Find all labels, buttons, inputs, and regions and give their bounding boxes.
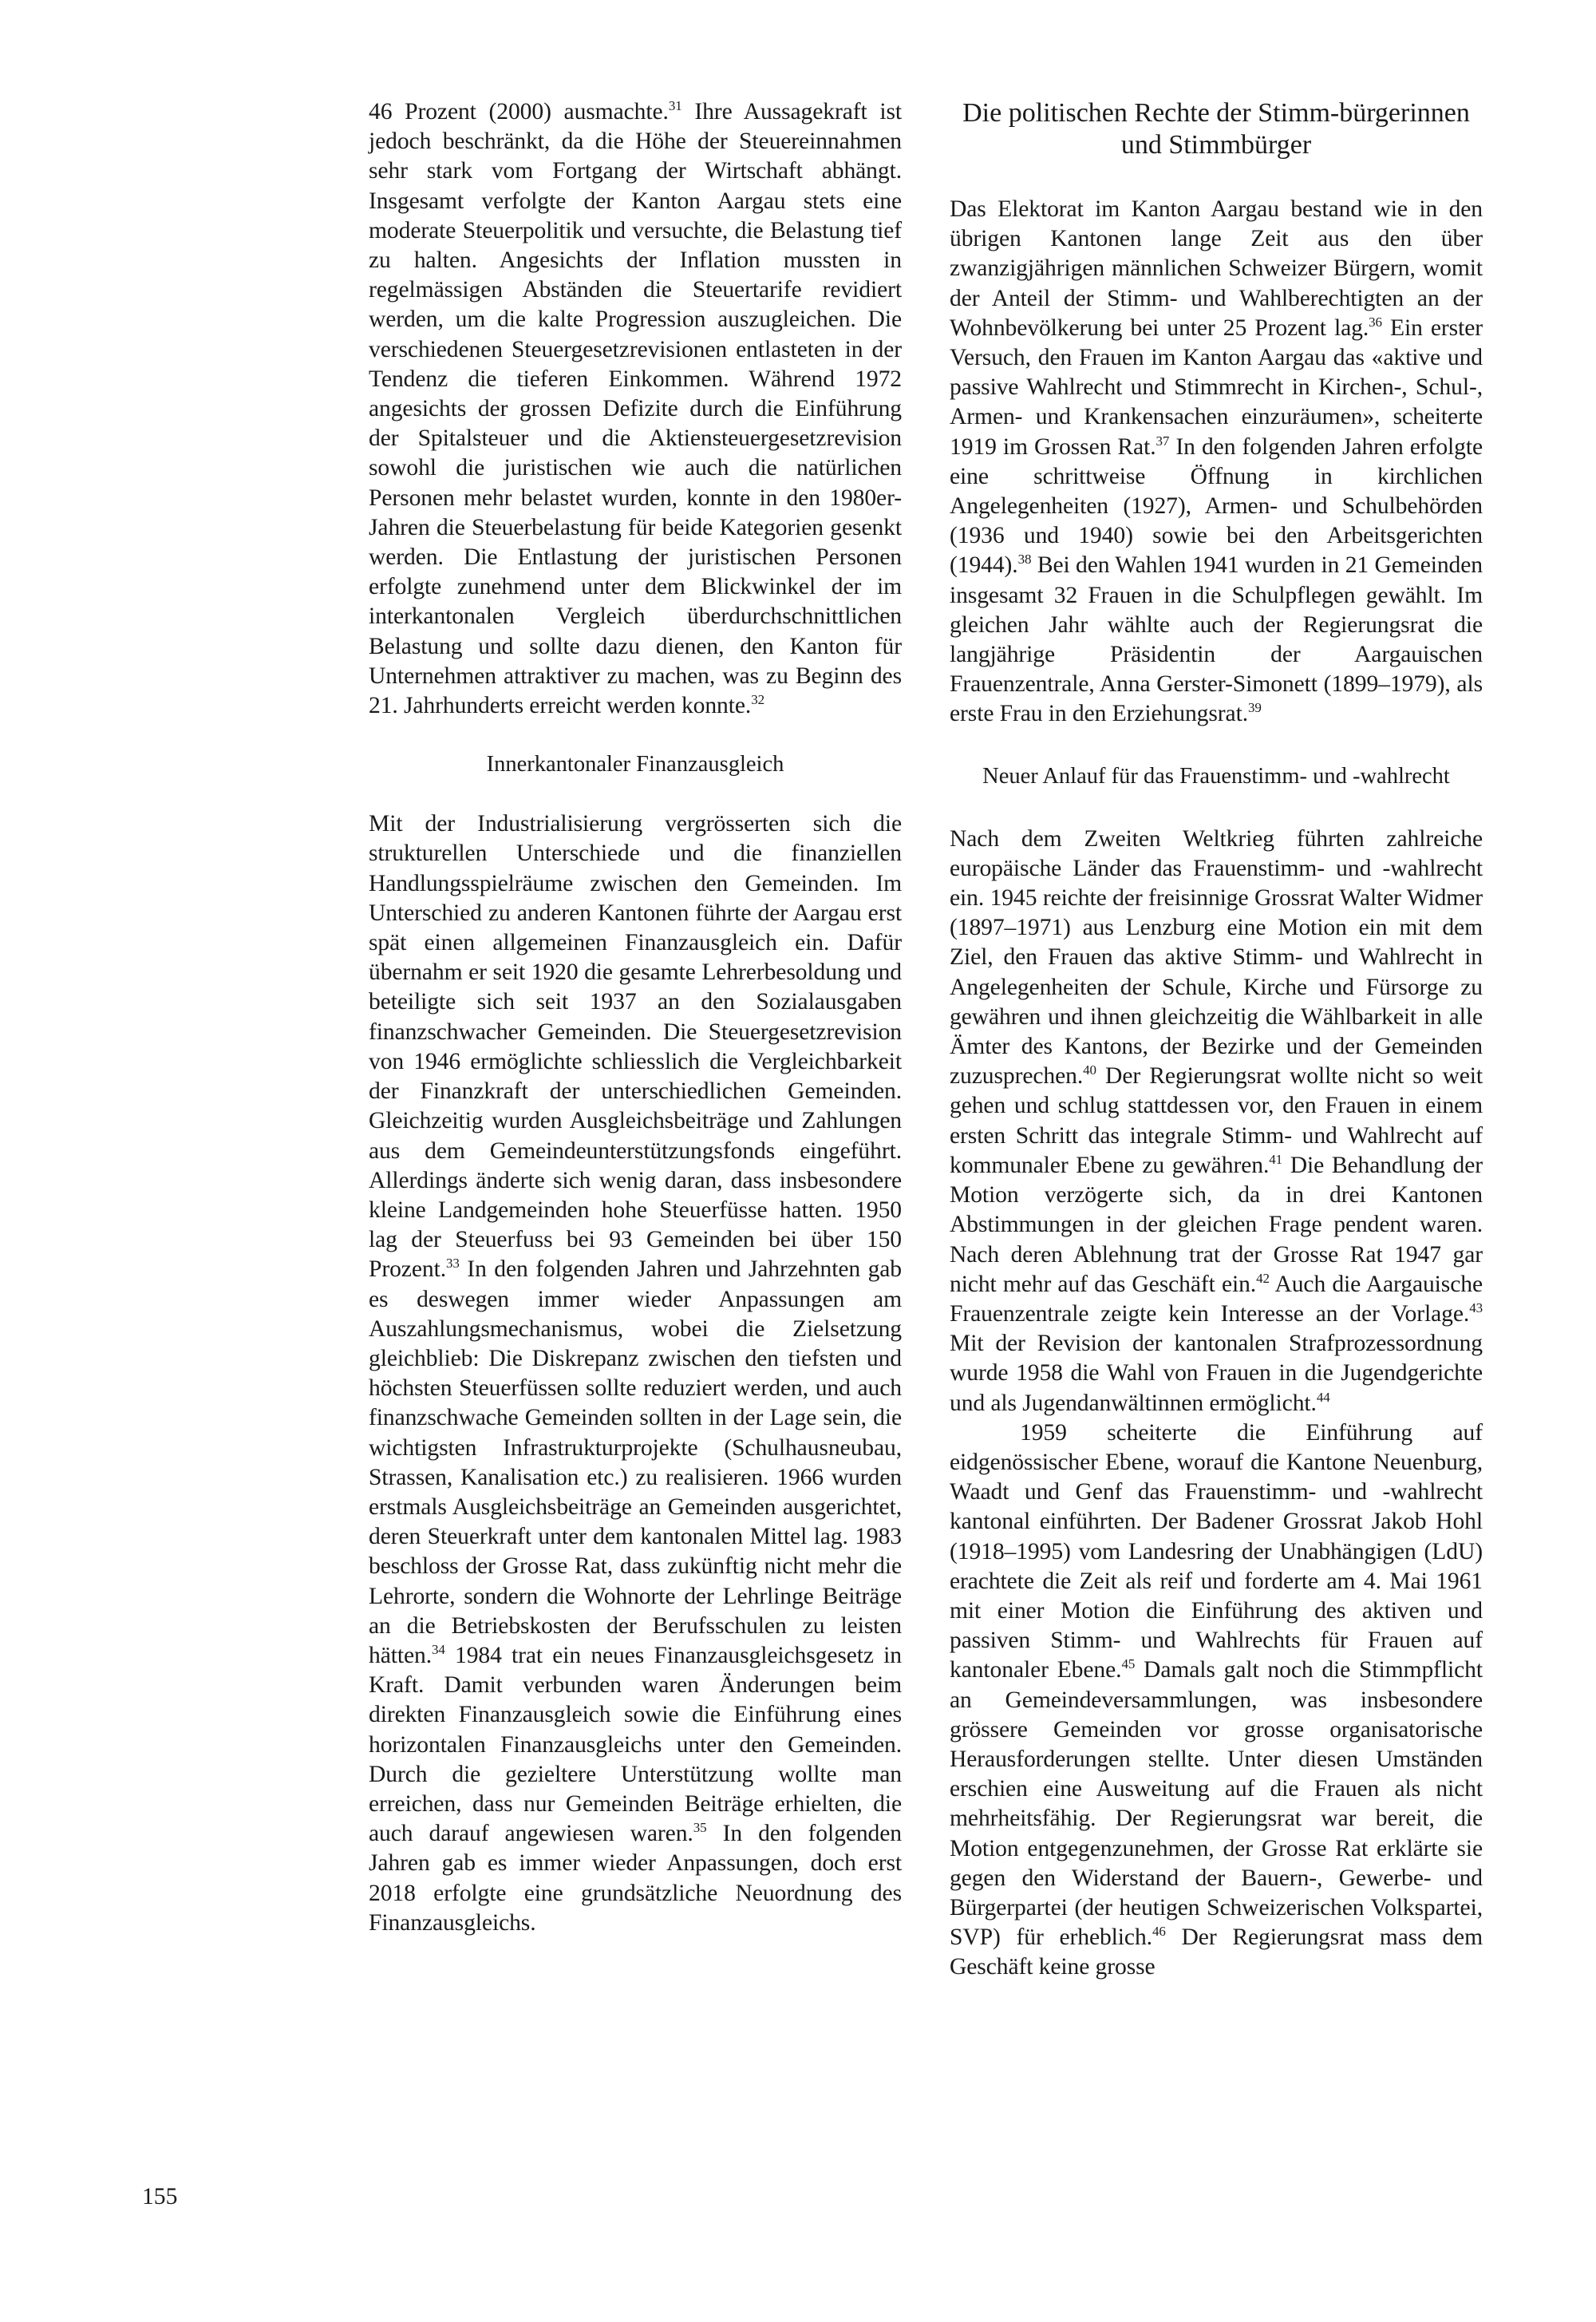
left-paragraph-2 <box>369 809 902 1938</box>
footnote-marker: 35 <box>693 1820 707 1836</box>
footnote-marker: 46 <box>1152 1924 1166 1940</box>
left-paragraph-1 <box>369 97 902 721</box>
text-run: In den folgenden Jahren gab es immer wieder Anpassungen, doch erst 2018 erfolgte eine grundsätzliche Neuordnung des Finanzausgleichs. <box>369 1821 902 1936</box>
footnote-marker: 31 <box>668 98 682 113</box>
chapter-heading-politische-rechte: Die politischen Rechte der Stimm-bürgerinnen und Stimmbürger <box>962 98 1470 160</box>
text-run: In den folgenden Jahren und Jahrzehnten gab es deswegen immer wieder Anpassungen am Auszahlungsmechanismus, wobei die Zielsetzung gleichblieb: Die Diskrepanz zwischen den tiefsten und höchsten Steuerfüssen sollte reduziert werden, und auch finanzschwache Gemeinden sollten in der Lage sein, die wichtigsten Infrastrukturprojekte (Schulhausneubau, Strassen, Kanalisation etc.) zu realisieren. 1966 wurden erstmals Ausgleichsbeiträge an Gemeinden ausgerichtet, deren Steuerkraft unter dem kantonalen Mittel lag. 1983 beschloss der Grosse Rat, dass zukünftig nicht mehr die Lehrorte, sondern die Wohnorte der Lehrlinge Beiträge an die Betriebskosten der Berufsschulen zu leisten hätten. <box>369 1256 902 1668</box>
footnote-marker: 32 <box>751 692 765 708</box>
footnote-marker: 40 <box>1083 1062 1096 1078</box>
footnote-marker: 39 <box>1248 700 1262 716</box>
section-heading-finanzausgleich: Innerkantonaler Finanzausgleich <box>486 752 784 777</box>
text-run: Mit der Industrialisierung vergrösserten sich die strukturellen Unterschiede und die finanziellen Handlungsspielräume zwischen den Gemeinden. Im Unterschied zu anderen Kantonen führte der Aargau erst spät einen allgemeinen Finanzausgleich ein. Dafür übernahm er seit 1920 die gesamte Lehrerbesoldung und beteiligte sich seit 1937 an den Sozialausgaben finanzschwacher Gemeinden. Die Steuergesetzrevision von 1946 ermöglichte schliesslich die Vergleichbarkeit der Finanzkraft der unterschiedlichen Gemeinden. Gleichzeitig wurden Ausgleichsbeiträge und Zahlungen aus dem Gemeindeunterstützungsfonds eingeführt. Allerdings änderte sich wenig daran, dass insbesondere kleine Landgemeinden hohe Steuerfüsse hatten. 1950 lag der Steuerfuss bei 93 Gemeinden bei über 150 Prozent. <box>369 811 902 1283</box>
text-run: 1984 trat ein neues Finanzausgleichsgesetz in Kraft. Damit verbunden waren Änderungen beim direkten Finanzausgleich sowie die Einführung eines horizontalen Finanzausgleichs unter den Gemeinden. Durch die gezieltere Unterstützung wollte man erreichen, dass nur Gemeinden Beiträge erhielten, die auch darauf angewiesen waren. <box>369 1642 902 1847</box>
text-run: Der Regierungsrat mass dem Geschäft keine grosse <box>950 1924 1483 1980</box>
section-heading-frauenstimmrecht: Neuer Anlauf für das Frauenstimm- und -wahlrecht <box>982 763 1450 789</box>
text-run: Bei den Wahlen 1941 wurden in 21 Gemeinden insgesamt 32 Frauen in die Schulpflegen gewählt. Im gleichen Jahr wählte auch der Regierungsrat die langjährige Präsidentin der Aargauischen Frauenzentrale, Anna Gerster-Simonett (1899–1979), als erste Frau in den Erziehungsrat. <box>950 552 1483 727</box>
footnote-marker: 38 <box>1017 552 1032 568</box>
right-paragraph-3 <box>950 1418 1483 1983</box>
footnote-marker: 37 <box>1156 433 1170 449</box>
footnote-marker: 36 <box>1369 314 1382 330</box>
footnote-marker: 43 <box>1469 1299 1483 1315</box>
footnote-marker: 42 <box>1256 1270 1270 1286</box>
text-run: Ihre Aussagekraft ist jedoch beschränkt, da die Höhe der Steuereinnahmen sehr stark vom Fortgang der Wirtschaft abhängt. Insgesamt verfolgte der Kanton Aargau stets eine moderate Steuerpolitik und versuchte, die Belastung tief zu halten. Angesichts der Inflation mussten in regelmässigen Abständen die Steuertarife revidiert werden, um die kalte Progression auszugleichen. Die verschiedenen Steuergesetzrevisionen entlasteten in der Tendenz die tieferen Einkommen. Während 1972 angesichts der grossen Defizite durch die Einführung der Spitalsteuer und die Aktiensteuergesetzrevision sowohl die juristischen wie auch die natürlichen Personen mehr belastet wurden, konnte in den 1980er-Jahren die Steuerbelastung für beide Kategorien gesenkt werden. Die Entlastung der juristischen Personen erfolgte zunehmend unter dem Blickwinkel der im interkantonalen Vergleich überdurchschnittlichen Belastung und sollte dazu dienen, den Kanton für Unternehmen attraktiver zu machen, was zu Beginn des 21. Jahrhunderts erreicht werden konnte. <box>369 99 902 719</box>
text-run: 1959 scheiterte die Einführung auf eidgenössischer Ebene, worauf die Kantone Neuenburg, Waadt und Genf das Frauenstimm- und -wahlrecht kantonal einführten. Der Badener Grossrat Jakob Hohl (1918–1995) vom Landesring der Unabhängigen (LdU) erachtete die Zeit als reif und forderte am 4. Mai 1961 mit einer Motion die Einführung des aktiven und passiven Stimm- und Wahlrechts für Frauen auf kantonaler Ebene. <box>950 1419 1483 1683</box>
text-run: Das Elektorat im Kanton Aargau bestand wie in den übrigen Kantonen lange Zeit aus den über zwanzigjährigen männlichen Schweizer Bürgern, womit der Anteil der Stimm- und Wahlberechtigten an der Wohnbevölkerung bei unter 25 Prozent lag. <box>950 196 1483 341</box>
page-number: 155 <box>142 2184 178 2209</box>
text-run: Nach dem Zweiten Weltkrieg führten zahlreiche europäische Länder das Frauenstimm- und -wahlrecht ein. 1945 reichte der freisinnige Grossrat Walter Widmer (1897–1971) aus Lenzburg eine Motion ein mit dem Ziel, den Frauen das aktive Stimm- und Wahlrecht in Angelegenheiten der Schule, Kirche und Fürsorge zu gewähren und ihnen gleichzeitig die Wählbarkeit in alle Ämter des Kantons, der Bezirke und der Gemeinden zuzusprechen. <box>950 825 1483 1090</box>
left-column <box>369 97 902 1938</box>
footnote-marker: 33 <box>446 1256 460 1272</box>
text-run: Die Behandlung der Motion verzögerte sich, da in drei Kantonen Abstimmungen in der gleichen Frage pendent waren. Nach deren Ablehnung trat der Grosse Rat 1947 gar nicht mehr auf das Geschäft ein. <box>950 1152 1483 1297</box>
footnote-marker: 34 <box>432 1641 445 1657</box>
text-run: Der Regierungsrat wollte nicht so weit gehen und schlug stattdessen vor, den Frauen in einem ersten Schritt das integrale Stimm- und Wahlrecht auf kommunaler Ebene zu gewähren. <box>950 1063 1483 1178</box>
text-run: In den folgenden Jahren erfolgte eine schrittweise Öffnung in kirchlichen Angelegenheiten (1927), Armen- und Schulbehörden (1936 und 1940) sowie bei den Arbeitsgerichten (1944). <box>950 433 1483 579</box>
footnote-marker: 45 <box>1121 1656 1136 1672</box>
text-run: Damals galt noch die Stimmpflicht an Gemeindeversammlungen, was insbesondere grössere Gemeinden vor grosse organisatorische Herausforderungen stellte. Unter diesen Umständen erschien eine Ausweitung auf die Frauen als nicht mehrheitsfähig. Der Regierungsrat war bereit, die Motion entgegenzunehmen, der Grosse Rat erklärte sie gegen den Widerstand der Bauern-, Gewerbe- und Bürgerpartei (der heutigen Schweizerischen Volkspartei, SVP) für erheblich. <box>950 1657 1483 1951</box>
text-run: Ein erster Versuch, den Frauen im Kanton Aargau das «aktive und passive Wahlrecht und Stimmrecht in Kirchen-, Schul-, Armen- und Krankensachen einzuräumen», scheiterte 1919 im Grossen Rat. <box>950 314 1483 460</box>
right-paragraph-2 <box>950 825 1483 1418</box>
footnote-marker: 44 <box>1316 1389 1330 1405</box>
footnote-marker: 41 <box>1269 1151 1283 1167</box>
text-run: Mit der Revision der kantonalen Strafprozessordnung wurde 1958 die Wahl von Frauen in die Jugendgerichte und als Jugendanwältinnen ermöglicht. <box>950 1331 1483 1416</box>
right-paragraph-1 <box>950 195 1483 730</box>
text-run: 46 Prozent (2000) ausmachte. <box>369 99 669 125</box>
text-run: Auch die Aargauische Frauenzentrale zeigte kein Interesse an der Vorlage. <box>950 1271 1483 1327</box>
right-column <box>950 97 1483 1983</box>
